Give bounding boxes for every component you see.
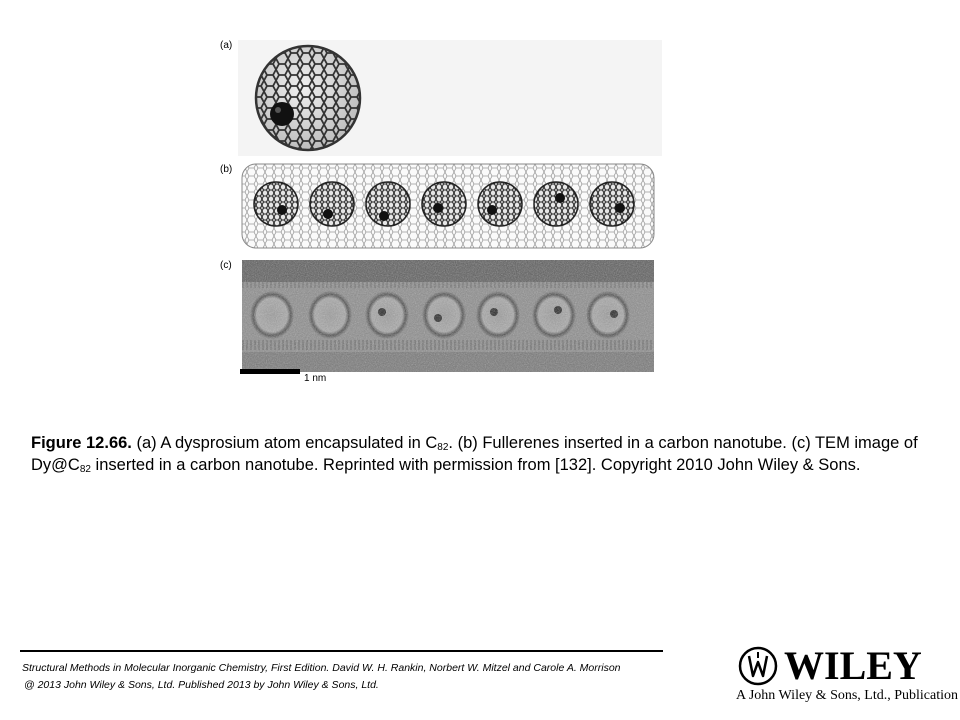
figure-caption <box>31 432 931 476</box>
tem-image <box>242 260 654 372</box>
caption-text-2: . (b) Fullerenes inserted in a carbon nanotube. (c) TEM image of Dy@C <box>31 434 918 474</box>
caption-text-1: (a) A dysprosium atom encapsulated in C <box>131 434 438 452</box>
footer-book-title: Structural Methods in Molecular Inorganic Chemistry, First Edition. David W. H. Rankin, Norbert W. Mitzel and Carole A. Morrison <box>22 662 621 674</box>
nanotube-illustration <box>238 160 662 252</box>
publisher-name: WILEY <box>784 643 922 688</box>
footer-copyright: @ 2013 John Wiley & Sons, Ltd. Published 2013 by John Wiley & Sons, Ltd. <box>24 679 379 691</box>
caption-text-3: inserted in a carbon nanotube. Reprinted with permission from [132]. Copyright 2010 John Wiley & Sons. <box>90 456 861 474</box>
publisher-logo <box>736 643 959 708</box>
wiley-seal-icon <box>738 646 778 686</box>
caption-subscript-2: 82 <box>79 464 91 475</box>
figure-number: Figure 12.66. <box>31 434 132 452</box>
footer-divider <box>20 650 663 652</box>
panel-label-c: (c) <box>220 260 232 271</box>
scale-bar <box>240 369 300 374</box>
panel-label-a: (a) <box>220 40 233 51</box>
fullerene-dy-illustration <box>252 42 364 154</box>
footer-citation <box>22 660 621 694</box>
publisher-tagline: A John Wiley & Sons, Ltd., Publication <box>736 688 959 703</box>
caption-subscript-1: 82 <box>437 442 449 453</box>
panel-label-b: (b) <box>220 164 233 175</box>
scale-bar-label: 1 nm <box>304 373 327 384</box>
figure <box>216 36 662 386</box>
